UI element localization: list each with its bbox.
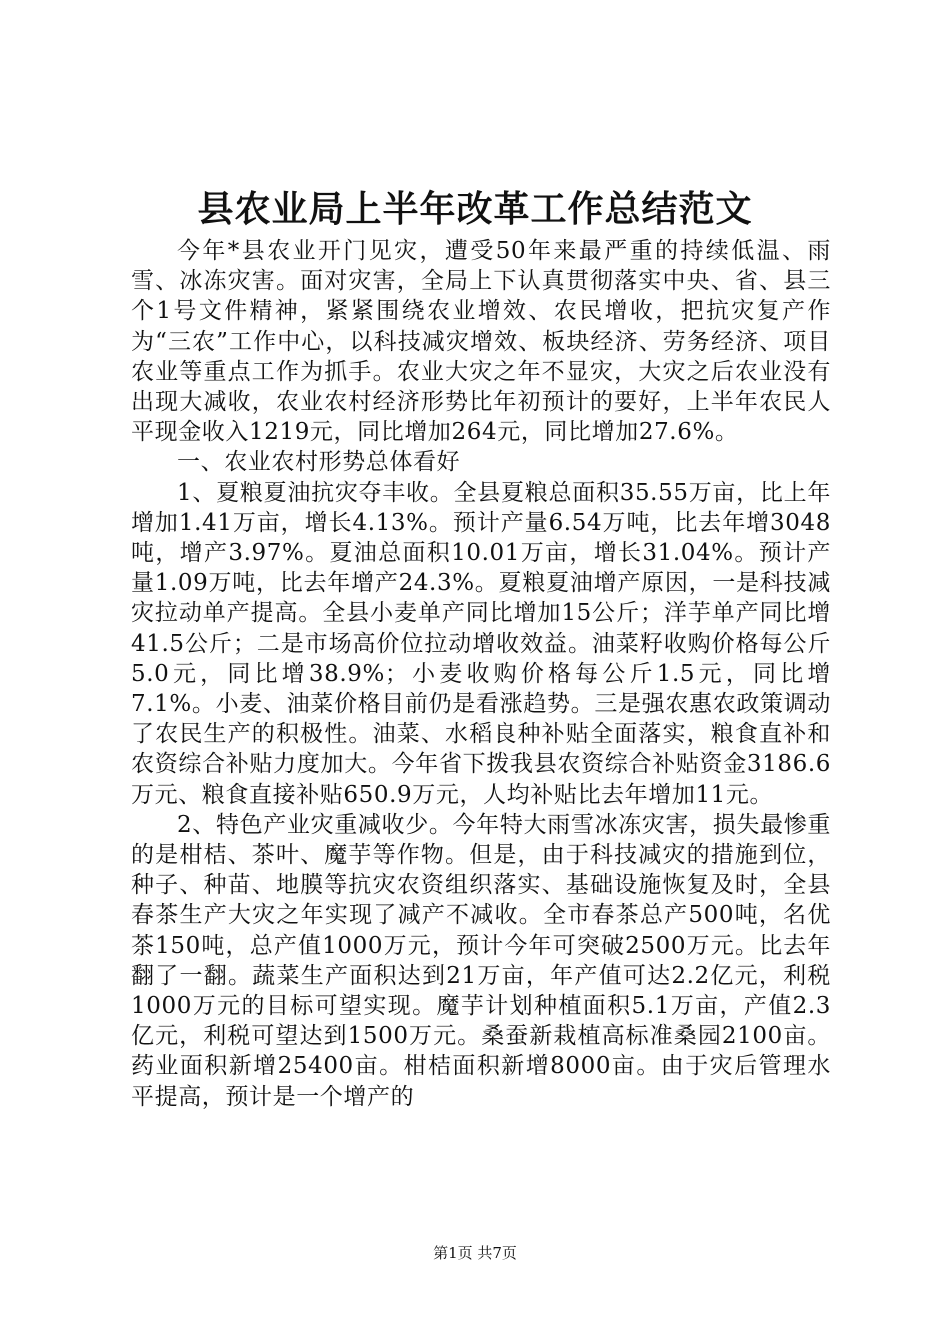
document-body xyxy=(131,236,831,1112)
paragraph-summer-grain: 1、夏粮夏油抗灾夺丰收。全县夏粮总面积35.55万亩，比上年增加1.41万亩，增长4.13%。预计产量6.54万吨，比去年增3048吨，增产3.97%。夏油总面积10.01万亩，增长31.04%。预计产量1.09万吨，比去年增产24.3%。夏粮夏油增产原因，一是科技减灾拉动单产提高。全县小麦单产同比增加15公斤；洋芋单产同比增41.5公斤；二是市场高价位拉动增收效益。油菜籽收购价格每公斤5.0元，同比增38.9%；小麦收购价格每公斤1.5元，同比增7.1%。小麦、油菜价格目前仍是看涨趋势。三是强农惠农政策调动了农民生产的积极性。油菜、水稻良种补贴全面落实，粮食直补和农资综合补贴力度加大。今年省下拨我县农资综合补贴资金3186.6万元、粮食直接补贴650.9万元，人均补贴比去年增加11元。 xyxy=(131,479,831,808)
paragraph-intro: 今年*县农业开门见灾，遭受50年来最严重的持续低温、雨雪、冰冻灾害。面对灾害，全局上下认真贯彻落实中央、省、县三个1号文件精神，紧紧围绕农业增效、农民增收，把抗灾复产作为“三农”工作中心，以科技减灾增效、板块经济、劳务经济、项目农业等重点工作为抓手。农业大灾之年不显灾，大灾之后农业没有出现大减收，农业农村经济形势比年初预计的要好，上半年农民人平现金收入1219元，同比增加264元，同比增加27.6%。 xyxy=(131,238,831,446)
section-heading: 一、农业农村形势总体看好 xyxy=(177,449,461,476)
paragraph-specialty-industry: 2、特色产业灾重减收少。今年特大雨雪冰冻灾害，损失最惨重的是柑桔、茶叶、魔芋等作物。但是，由于科技减灾的措施到位，种子、种苗、地膜等抗灾农资组织落实、基础设施恢复及时，全县春茶生产大灾之年实现了减产不减收。全市春茶总产500吨，名优茶150吨，总产值1000万元，预计今年可突破2500万元。比去年翻了一翻。蔬菜生产面积达到21万亩，年产值可达2.2亿元，利税1000万元的目标可望实现。魔芋计划种植面积5.1万亩，产值2.3亿元，利税可望达到1500万元。桑蚕新栽植高标准桑园2100亩。药业面积新增25400亩。柑桔面积新增8000亩。由于灾后管理水平提高，预计是一个增产的 xyxy=(131,811,831,1110)
document-title: 县农业局上半年改革工作总结范文 xyxy=(197,188,753,230)
page-footer: 第1页 共7页 xyxy=(433,1244,517,1262)
